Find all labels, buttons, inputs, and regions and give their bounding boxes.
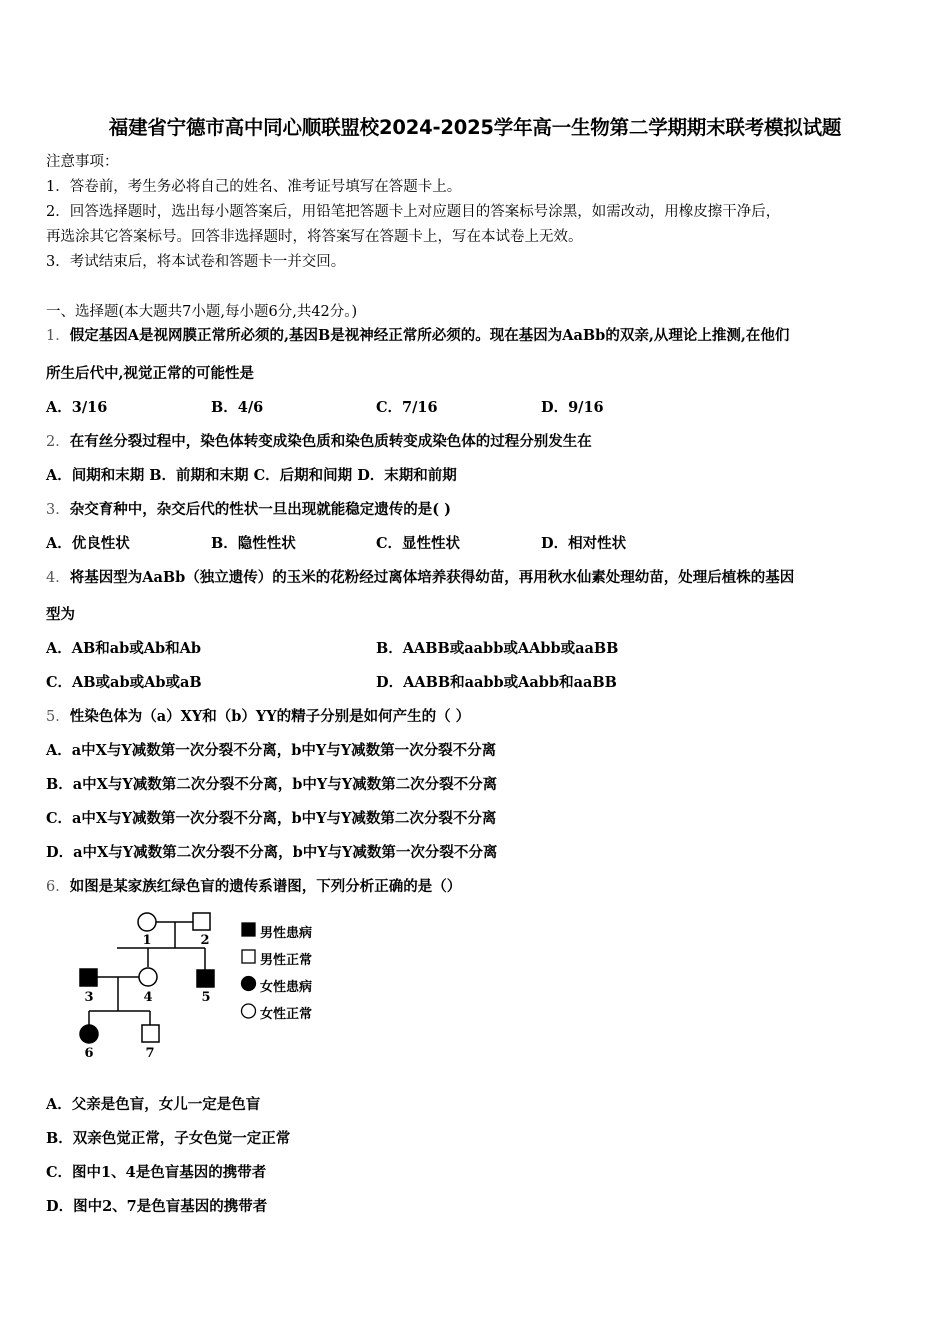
notice-item: 2．回答选择题时，选出每小题答案后，用铅笔把答题卡上对应题目的答案标号涂黑，如需改动，用橡皮擦干净后， xyxy=(46,204,781,220)
notice-item: 3．考试结束后，将本试卷和答题卡一并交回。 xyxy=(46,254,346,270)
question-5-stem: 5．性染色体为（a）XY和（b）YY的精子分别是如何产生的（ ） xyxy=(46,708,471,725)
male-affected-5 xyxy=(197,970,214,987)
option: C．AB或ab或Ab或aB xyxy=(46,674,202,691)
option: B．双亲色觉正常，子女色觉一定正常 xyxy=(46,1130,291,1147)
question-4-stem-cont: 型为 xyxy=(46,606,75,623)
question-number: 4． xyxy=(46,570,70,586)
pedigree-label: 5 xyxy=(201,990,211,1005)
notice-item: 再选涂其它答案标号。回答非选择题时，将答案写在答题卡上，写在本试卷上无效。 xyxy=(46,229,583,245)
option: D．图中2、7是色盲基因的携带者 xyxy=(46,1198,268,1215)
option: A．AB和ab或Ab和Ab xyxy=(46,640,202,657)
legend-label: 男性患病 xyxy=(260,926,313,941)
question-3-stem: 3．杂交育种中，杂交后代的性状一旦出现就能稳定遗传的是( ) xyxy=(46,501,452,518)
pedigree-label: 4 xyxy=(143,990,153,1005)
question-number: 2． xyxy=(46,434,70,450)
pedigree-label: 1 xyxy=(142,933,152,948)
option: C．7/16 xyxy=(376,399,438,416)
question-number: 1． xyxy=(46,328,70,344)
question-1-stem: 1．假定基因A是视网膜正常所必须的,基因B是视神经正常所必须的。现在基因为AaBb的双亲,从理论上推测,在他们 xyxy=(46,327,790,344)
legend-female-affected-icon xyxy=(242,977,256,991)
option: A．父亲是色盲，女儿一定是色盲 xyxy=(46,1096,261,1113)
question-4-stem: 4．将基因型为AaBb（独立遗传）的玉米的花粉经过离体培养获得幼苗，再用秋水仙素处理幼苗，处理后植株的基因 xyxy=(46,569,795,586)
notice-item: 1．答卷前，考生务必将自己的姓名、准考证号填写在答题卡上。 xyxy=(46,179,462,195)
question-2-stem: 2．在有丝分裂过程中，染色体转变成染色质和染色质转变成染色体的过程分别发生在 xyxy=(46,433,592,450)
option: C．图中1、4是色盲基因的携带者 xyxy=(46,1164,267,1181)
notice-heading: 注意事项： xyxy=(46,154,119,170)
question-number: 5． xyxy=(46,709,70,725)
male-normal-2 xyxy=(193,913,210,930)
option: B．a中X与Y减数第二次分裂不分离，b中Y与Y减数第二次分裂不分离 xyxy=(46,776,498,793)
option: B．AABB或aabb或AAbb或aaBB xyxy=(376,640,619,657)
section-heading: 一、选择题(本大题共7小题,每小题6分,共42分。) xyxy=(46,304,358,320)
option: D．AABB和aabb或Aabb和aaBB xyxy=(376,674,617,691)
option: B．隐性性状 xyxy=(211,535,296,552)
option: D．相对性状 xyxy=(541,535,627,552)
legend-label: 女性患病 xyxy=(260,980,313,995)
option: C．a中X与Y减数第一次分裂不分离，b中Y与Y减数第二次分裂不分离 xyxy=(46,810,497,827)
option: D．a中X与Y减数第二次分裂不分离，b中Y与Y减数第一次分裂不分离 xyxy=(46,844,498,861)
pedigree-label: 7 xyxy=(145,1046,155,1061)
option: C．显性性状 xyxy=(376,535,461,552)
option: A．优良性状 xyxy=(46,535,130,552)
question-number: 3． xyxy=(46,502,70,518)
legend-female-normal-icon xyxy=(242,1004,256,1018)
female-normal-1 xyxy=(138,913,156,931)
pedigree-label: 2 xyxy=(200,933,210,948)
male-normal-7 xyxy=(142,1025,159,1042)
female-normal-4 xyxy=(139,968,157,986)
option: D．9/16 xyxy=(541,399,604,416)
pedigree-label: 6 xyxy=(84,1046,94,1061)
pedigree-label: 3 xyxy=(84,990,94,1005)
legend-label: 女性正常 xyxy=(260,1007,313,1022)
male-affected-3 xyxy=(80,969,97,986)
legend-label: 男性正常 xyxy=(260,953,313,968)
page-title: 福建省宁德市高中同心顺联盟校2024-2025学年高一生物第二学期期末联考模拟试题 xyxy=(108,116,842,139)
option: A．间期和末期 B．前期和末期 C．后期和间期 D．末期和前期 xyxy=(46,467,457,484)
option: A．a中X与Y减数第一次分裂不分离，b中Y与Y减数第一次分裂不分离 xyxy=(46,742,497,759)
option: B．4/6 xyxy=(211,399,264,416)
female-affected-6 xyxy=(80,1025,98,1043)
legend-male-affected-icon xyxy=(242,923,255,936)
option: A．3/16 xyxy=(46,399,108,416)
legend-male-normal-icon xyxy=(242,950,255,963)
question-6-stem: 6．如图是某家族红绿色盲的遗传系谱图，下列分析正确的是（） xyxy=(46,878,462,895)
question-1-stem-cont: 所生后代中,视觉正常的可能性是 xyxy=(46,365,255,382)
question-number: 6． xyxy=(46,879,70,895)
